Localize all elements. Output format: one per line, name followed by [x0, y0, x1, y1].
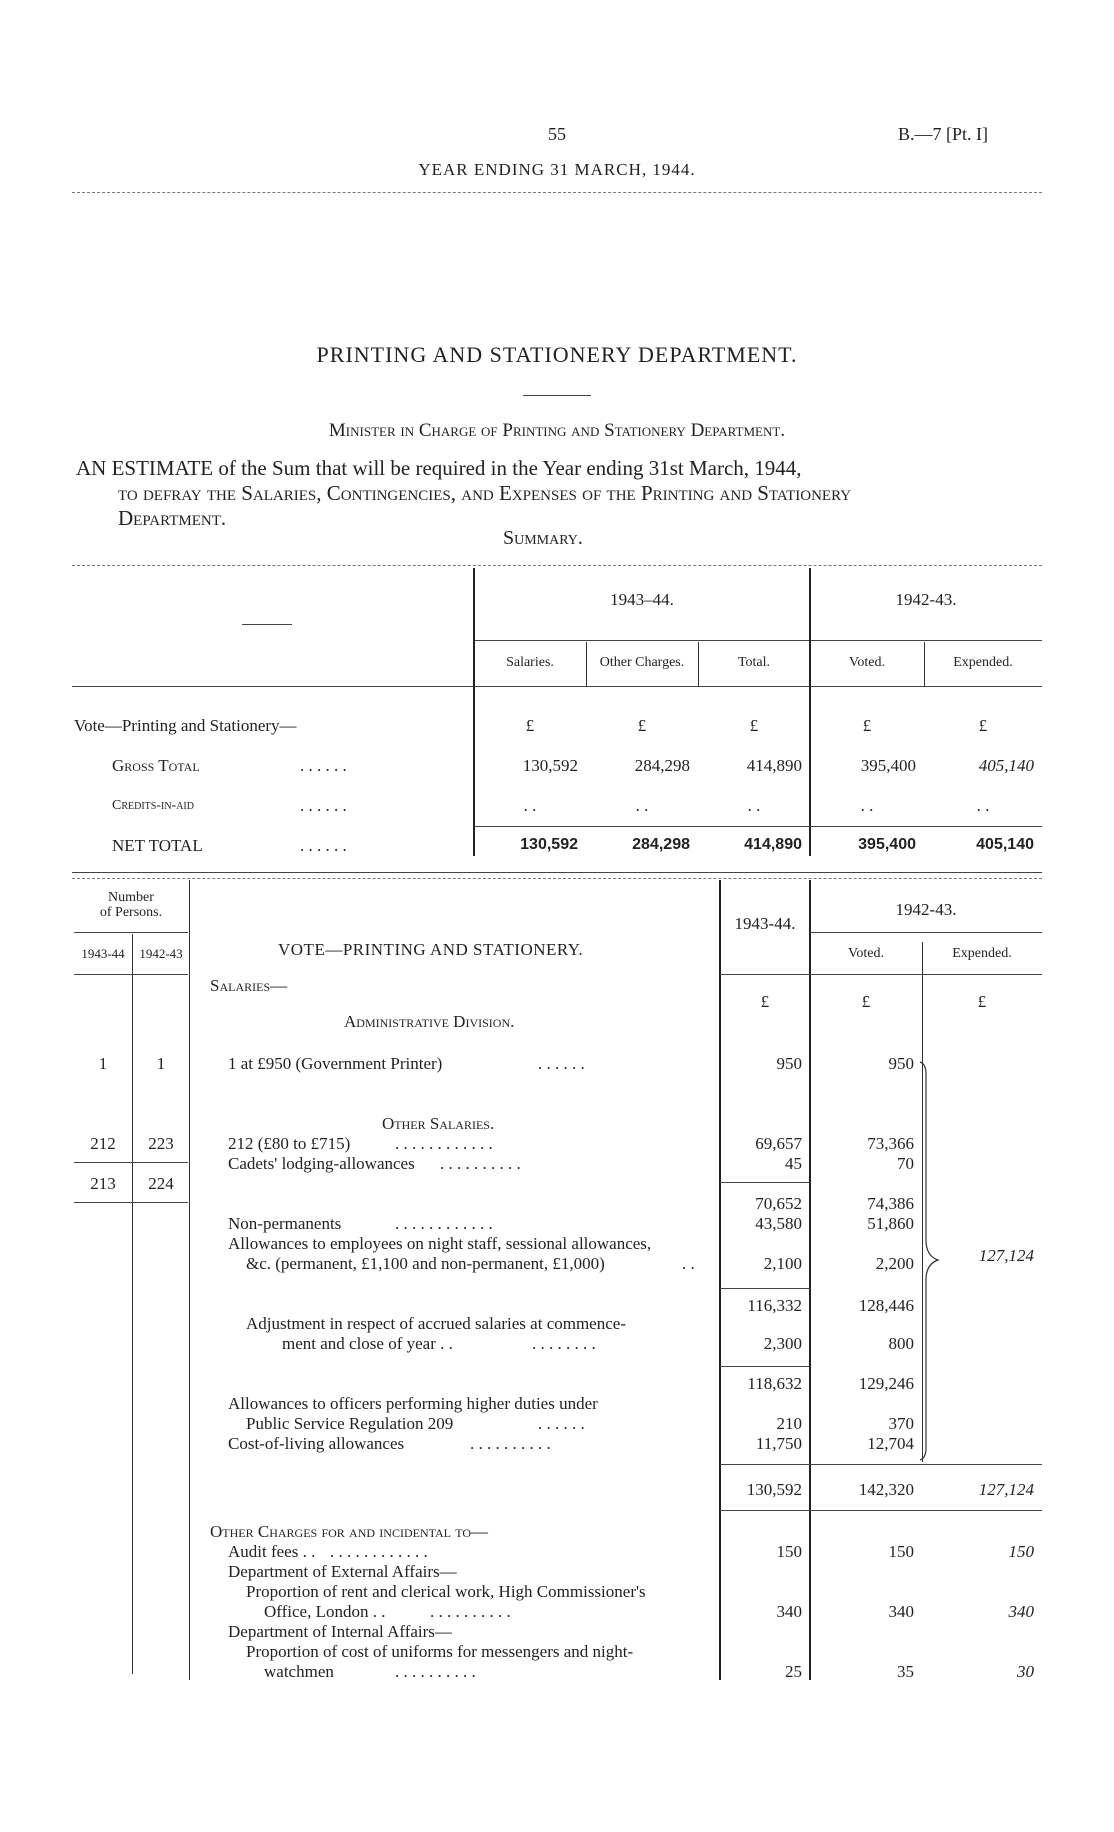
summary-sub-total: Total. — [737, 655, 771, 670]
summary-col-1943: 1943–44. — [610, 590, 674, 609]
document-reference: B.—7 [Pt. I] — [898, 124, 988, 144]
summary-sub-salaries: Salaries. — [506, 655, 554, 670]
value-1943: 130,592 — [746, 1480, 802, 1499]
vote-title: VOTE—PRINTING AND STATIONERY. — [278, 940, 584, 959]
estimate-line-1: AN ESTIMATE of the Sum that will be required in the Year ending 31st March, 1944, — [76, 456, 802, 480]
estimate-line-2: to defray the Salaries, Contingencies, and Expenses of the Printing and Stationery — [118, 481, 852, 505]
leader-dots: . . . . . . . . . . — [470, 1434, 551, 1453]
summary-sub-other: Other Charges. — [599, 655, 685, 670]
vote-sub-voted: Voted. — [848, 946, 884, 961]
leader-dots: . . . . . . — [300, 836, 347, 855]
value-1943: 43,580 — [755, 1214, 802, 1233]
leader-dots: . . . . . . — [300, 756, 347, 775]
leader-dots: . . . . . . . . . . . . — [330, 1542, 428, 1561]
value-total: . . — [747, 796, 761, 815]
value-1943: 69,657 — [755, 1134, 802, 1153]
value-1943: 70,652 — [755, 1194, 802, 1213]
persons-1943: 212 — [90, 1134, 116, 1153]
value-voted: 142,320 — [858, 1480, 914, 1499]
value-voted: . . — [860, 796, 874, 815]
value-voted: 950 — [888, 1054, 914, 1073]
leader-dots: . . . . . . . . . . . . — [395, 1134, 493, 1153]
admin-division-heading: Administrative Division. — [344, 1012, 515, 1031]
value-voted: 70 — [897, 1154, 914, 1173]
persons-col-1943: 1943-44 — [81, 946, 125, 961]
item-text: Public Service Regulation 209 — [246, 1414, 454, 1433]
value-expended: . . — [976, 796, 990, 815]
leader-dots: . . . . . . . . . . — [395, 1662, 476, 1681]
persons-1942: 224 — [148, 1174, 174, 1193]
value-other-charges: 284,298 — [634, 756, 690, 775]
value-expended: 150 — [1008, 1542, 1034, 1561]
vote-other-uniforms: Proportion of cost of uniforms for messengers and night- — [246, 1642, 634, 1661]
persons-1943: 213 — [90, 1174, 116, 1193]
value-1943: 2,300 — [763, 1334, 802, 1353]
value-1943: 950 — [776, 1054, 802, 1073]
leader-dots: . . . . . . . . — [532, 1334, 596, 1353]
value-1943: 45 — [785, 1154, 802, 1173]
value-expended: 405,140 — [978, 756, 1034, 775]
stub-dash — [242, 624, 292, 625]
summary-sub-voted: Voted. — [849, 655, 885, 670]
summary-heading: Summary. — [503, 527, 583, 549]
salaries-expended-total: 127,124 — [978, 1246, 1034, 1265]
vote-col-1943: 1943-44. — [734, 914, 796, 933]
item-text: Non-permanents — [228, 1214, 342, 1233]
value-voted: 73,366 — [867, 1134, 914, 1153]
vote-item-higher-duties: Allowances to officers performing higher duties under — [228, 1394, 598, 1413]
item-text: Cost-of-living allowances — [228, 1434, 405, 1453]
pound-sign: £ — [525, 716, 535, 735]
pound-sign: £ — [977, 992, 987, 1011]
value-voted: 129,246 — [858, 1374, 914, 1393]
value-voted: 395,400 — [858, 836, 916, 853]
value-salaries: . . — [523, 796, 537, 815]
persons-col-1942: 1942-43 — [139, 946, 183, 961]
value-expended: 30 — [1017, 1662, 1034, 1681]
value-voted: 12,704 — [867, 1434, 914, 1453]
value-total: 414,890 — [746, 756, 802, 775]
item-text: ment and close of year . . — [282, 1334, 453, 1353]
item-text: &c. (permanent, £1,100 and non-permanent, £1,000) — [246, 1254, 605, 1273]
leader-dots: . . . . . . . . . . . . — [395, 1214, 493, 1233]
item-text: 212 (£80 to £715) — [228, 1134, 351, 1153]
year-line: YEAR ENDING 31 MARCH, 1944. — [418, 160, 696, 179]
estimate-line-3: Department. — [118, 506, 227, 530]
pound-sign: £ — [749, 716, 759, 735]
value-voted: 150 — [888, 1542, 914, 1561]
vote-col-1942: 1942-43. — [895, 900, 957, 919]
leader-dots: . . . . . . — [538, 1414, 585, 1433]
pound-sign: £ — [637, 716, 647, 735]
value-salaries: 130,592 — [522, 756, 578, 775]
value-expended: 340 — [1008, 1602, 1034, 1621]
value-voted: 800 — [888, 1334, 914, 1353]
value-1943: 210 — [776, 1414, 802, 1433]
value-voted: 2,200 — [875, 1254, 914, 1273]
leader-dots: . . . . . . — [538, 1054, 585, 1073]
vote-other-high-commissioner: Proportion of rent and clerical work, High Commissioner's — [246, 1582, 646, 1601]
value-1943: 118,632 — [747, 1374, 802, 1393]
value-other-charges: . . — [635, 796, 649, 815]
minister-line: Minister in Charge of Printing and Stationery Department. — [328, 420, 786, 441]
item-text: watchmen — [264, 1662, 334, 1681]
value-expended: 127,124 — [978, 1480, 1034, 1499]
persons-1942: 1 — [156, 1054, 166, 1073]
persons-heading: Number of Persons. — [99, 890, 163, 920]
value-other-charges: 284,298 — [632, 836, 690, 853]
leader-dots: . . — [682, 1254, 695, 1273]
pound-sign: £ — [861, 992, 871, 1011]
value-salaries: 130,592 — [520, 836, 578, 853]
value-1943: 25 — [785, 1662, 802, 1681]
header-rule — [72, 192, 1042, 193]
value-total: 414,890 — [744, 836, 802, 853]
value-voted: 128,446 — [858, 1296, 914, 1315]
item-text: Cadets' lodging-allowances — [228, 1154, 415, 1173]
item-text: Office, London . . — [264, 1602, 386, 1621]
pound-sign: £ — [760, 992, 770, 1011]
value-voted: 74,386 — [867, 1194, 914, 1213]
leader-dots: . . . . . . . . . . — [440, 1154, 521, 1173]
row-label: Credits-in-aid — [112, 798, 194, 813]
summary-sub-expended: Expended. — [953, 655, 1013, 670]
leader-dots: . . . . . . . . . . — [430, 1602, 511, 1621]
value-1943: 11,750 — [755, 1434, 802, 1453]
value-voted: 35 — [897, 1662, 914, 1681]
leader-dots: . . . . . . — [300, 796, 347, 815]
value-1943: 340 — [776, 1602, 802, 1621]
department-title: PRINTING AND STATIONERY DEPARTMENT. — [316, 342, 798, 367]
item-text: 1 at £950 (Government Printer) — [228, 1054, 443, 1073]
row-label: Gross Total — [112, 756, 200, 775]
value-voted: 395,400 — [860, 756, 916, 775]
vote-item-adjustment: Adjustment in respect of accrued salaries at commence- — [246, 1314, 626, 1333]
pound-sign: £ — [978, 716, 988, 735]
value-expended: 405,140 — [976, 836, 1034, 853]
persons-1942: 223 — [148, 1134, 174, 1153]
other-salaries-heading: Other Salaries. — [382, 1114, 495, 1133]
persons-1943: 1 — [98, 1054, 108, 1073]
row-label: NET TOTAL — [112, 836, 203, 855]
salaries-heading: Salaries— — [210, 976, 288, 995]
other-charges-heading: Other Charges for and incidental to— — [210, 1522, 489, 1541]
page-number: 55 — [548, 124, 566, 144]
title-divider — [523, 395, 591, 396]
value-voted: 51,860 — [867, 1214, 914, 1233]
value-voted: 370 — [888, 1414, 914, 1433]
vote-other-internal-affairs: Department of Internal Affairs— — [228, 1622, 452, 1641]
summary-vote-label: Vote—Printing and Stationery— — [74, 716, 297, 735]
pound-sign: £ — [862, 716, 872, 735]
value-voted: 340 — [888, 1602, 914, 1621]
summary-col-1942: 1942-43. — [895, 590, 957, 609]
item-text: Audit fees . . — [228, 1542, 316, 1561]
value-1943: 150 — [776, 1542, 802, 1561]
value-1943: 2,100 — [763, 1254, 802, 1273]
vote-item-night-staff: Allowances to employees on night staff, sessional allowances, — [228, 1234, 652, 1253]
vote-other-external-affairs: Department of External Affairs— — [228, 1562, 457, 1581]
vote-sub-expended: Expended. — [952, 946, 1012, 961]
value-1943: 116,332 — [747, 1296, 802, 1315]
